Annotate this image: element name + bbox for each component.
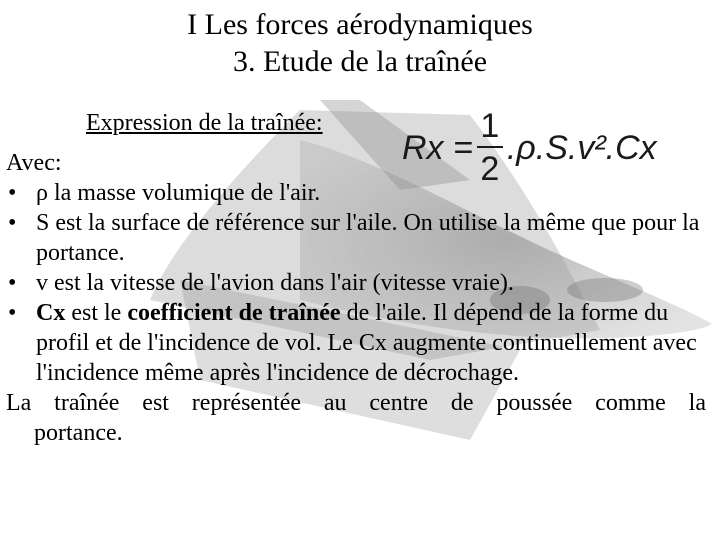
closing-line-2: portance. [34, 420, 123, 446]
bullet-item [6, 298, 710, 388]
slide-body [6, 148, 710, 448]
closing-line-1: La traînée est représentée au centre de poussée comme la [6, 390, 706, 416]
bullet-text [36, 298, 710, 388]
title-line-1: I Les forces aérodynamiques [187, 8, 533, 41]
bullet-item [6, 268, 710, 298]
formula-rhs: .ρ.S.v².Cx [506, 128, 657, 167]
avec-label: Avec: [6, 150, 62, 176]
bullet-text-run: v est la vitesse de l'avion dans l'air (vitesse vraie). [36, 270, 514, 296]
fraction-numerator: 1 [480, 107, 500, 145]
bullet-item [6, 178, 710, 208]
bullet-symbol: • [8, 210, 17, 236]
bullet-text [36, 178, 710, 208]
bullet-symbol: • [8, 300, 17, 326]
slide-title [0, 6, 720, 80]
bullet-symbol: • [8, 270, 17, 296]
bullet-item [6, 208, 710, 268]
bold-term: Cx [36, 300, 66, 326]
bullet-text-run: ρ la masse volumique de l'air. [36, 180, 321, 206]
bullet-text [36, 208, 710, 268]
formula-lhs: Rx = [402, 128, 473, 167]
title-line-2: 3. Etude de la traînée [232, 45, 488, 78]
bullet-text-run: de l'aile. Il dépend de la forme du profil et de l'incidence de vol. Le Cx augmente continuellement avec l'incidence même après l'incidence de décrochage. [36, 300, 697, 386]
bullet-list [6, 178, 710, 388]
bullet-symbol: • [8, 180, 17, 206]
bullet-text-run: S est la surface de référence sur l'aile. On utilise la même que pour la portance. [36, 210, 700, 266]
fraction-denominator: 2 [480, 150, 500, 188]
bullet-text-run: est le [65, 300, 128, 326]
bold-term: coefficient de traînée [127, 300, 341, 326]
bullet-text [36, 268, 710, 298]
expression-label: Expression de la traînée: [86, 110, 323, 136]
